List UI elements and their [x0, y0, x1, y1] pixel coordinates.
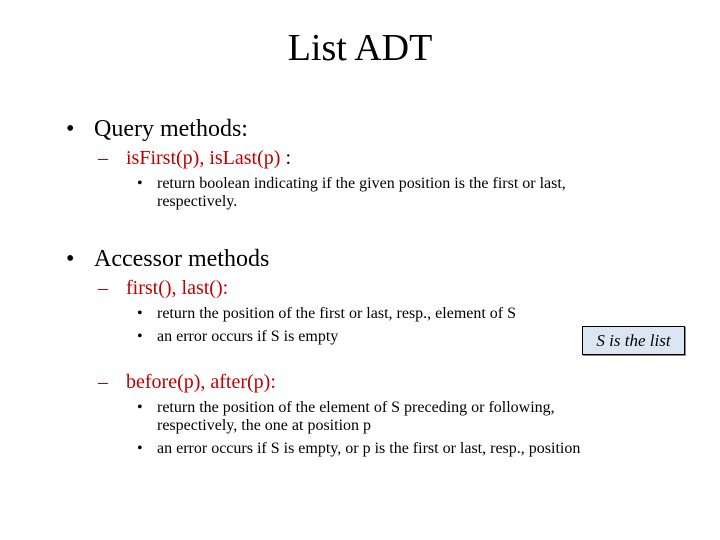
bullet-icon: • — [137, 440, 143, 457]
method-names: isFirst(p), isLast(p) — [126, 147, 281, 169]
bullet-icon: • — [66, 246, 75, 272]
dash-icon: – — [98, 371, 108, 393]
bullet-icon: • — [137, 305, 143, 322]
bullet-icon: • — [137, 175, 143, 192]
point-text: an error occurs if S is empty — [157, 328, 339, 345]
dash-icon: – — [98, 147, 108, 169]
point-text: an error occurs if S is empty, or p is the first or last, resp., position — [157, 440, 581, 457]
section-heading-query: Query methods: — [94, 116, 248, 142]
note-box: S is the list — [582, 326, 685, 355]
method-names: first(), last(): — [126, 277, 229, 299]
point-text: return boolean indicating if the given position is the first or last, — [157, 175, 566, 192]
section-heading-accessor: Accessor methods — [94, 246, 270, 272]
method-names: before(p), after(p): — [126, 371, 276, 393]
point-text: respectively, the one at position p — [157, 417, 372, 434]
bullet-icon: • — [66, 116, 75, 142]
slide-title: List ADT — [287, 27, 433, 69]
item-query-methods — [126, 147, 291, 170]
colon: : — [280, 147, 291, 169]
dash-icon: – — [98, 277, 108, 299]
point-text: return the position of the first or last, resp., element of S — [157, 305, 517, 322]
bullet-icon: • — [137, 399, 143, 416]
bullet-icon: • — [137, 328, 143, 345]
point-text: respectively. — [157, 193, 238, 210]
point-text: return the position of the element of S preceding or following, — [157, 399, 555, 416]
